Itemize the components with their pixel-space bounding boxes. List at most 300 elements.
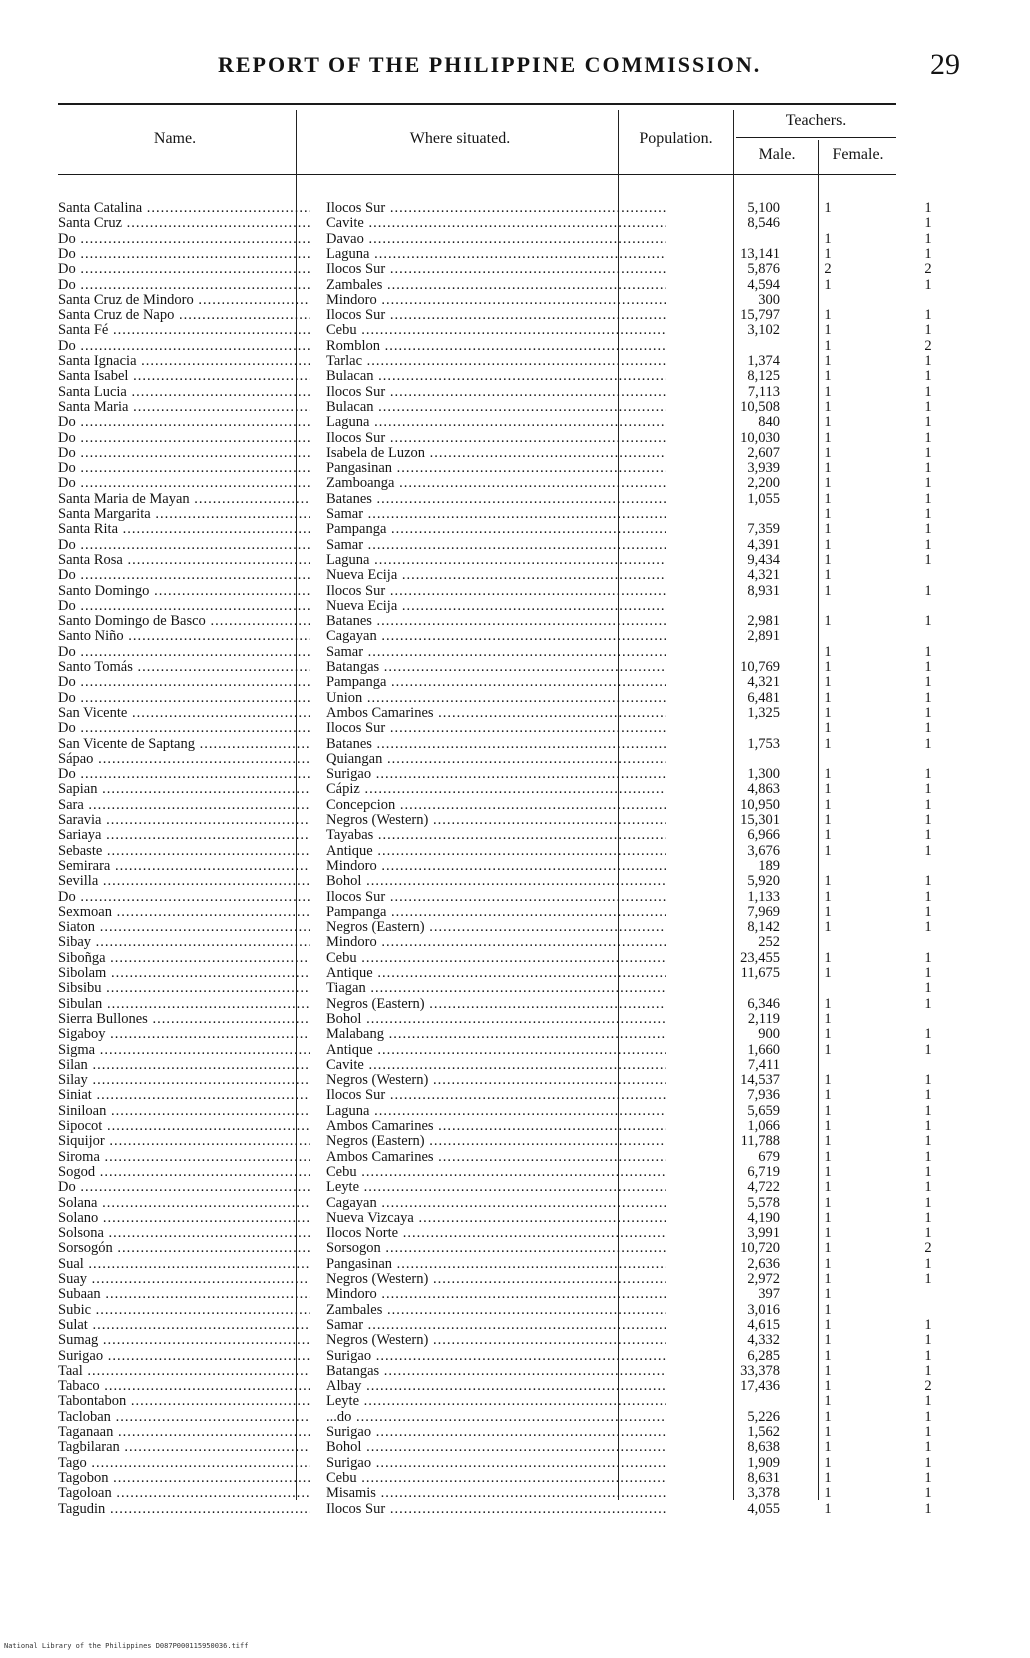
row-where: Cebu ..... [326,950,666,966]
row-female-teachers: 1 [924,704,932,721]
row-name: Do ..... [58,598,310,614]
row-name: Do ..... [58,430,310,446]
row-male-teachers: 1 [824,995,832,1012]
row-female-teachers: 1 [924,842,932,859]
row-male-teachers: 1 [824,1209,832,1226]
table-row [0,598,1030,614]
row-name: Santa Fé ..... [58,322,310,338]
row-name: Do ..... [58,460,310,476]
row-female-teachers: 1 [924,383,932,400]
table-row [0,904,1030,920]
row-male-teachers: 1 [824,1469,832,1486]
row-name: San Vicente ..... [58,705,310,721]
row-population: 2,981 [747,613,780,630]
row-population: 5,100 [747,200,780,216]
row-where: Leyte ..... [326,1393,666,1409]
row-male-teachers: 1 [824,1179,832,1196]
table-row [0,613,1030,629]
row-female-teachers: 1 [924,1332,932,1349]
column-header-name: Name. [153,130,197,147]
row-name: Santa Maria de Mayan ..... [58,491,310,507]
row-name: Sumag ..... [58,1332,310,1348]
table-row [0,980,1030,996]
row-where: Ilocos Sur ..... [326,261,666,277]
row-female-teachers: 1 [924,965,932,981]
table-row [0,1042,1030,1058]
row-female-teachers: 1 [924,368,932,385]
table-top-rule [58,103,896,105]
row-name: Santa Isabel ..... [58,368,310,384]
row-female-teachers: 1 [924,1148,932,1165]
table-row [0,781,1030,797]
table-row [0,307,1030,323]
row-female-teachers: 1 [924,1347,932,1364]
row-male-teachers: 1 [824,429,832,446]
row-male-teachers: 1 [824,1362,832,1379]
row-where: Batanes ..... [326,613,666,629]
row-female-teachers: 1 [924,307,932,324]
row-name: Sibolam ..... [58,965,310,981]
row-population: 15,797 [740,307,780,324]
row-population: 3,378 [747,1485,780,1502]
row-male-teachers: 1 [824,322,832,339]
row-male-teachers: 1 [824,1087,832,1104]
row-male-teachers: 1 [824,1225,832,1242]
row-where: Quiangan ..... [326,751,666,767]
table-row [0,1087,1030,1103]
row-female-teachers: 1 [924,475,932,492]
row-population: 10,769 [740,659,780,675]
row-name: Subaan ..... [58,1286,310,1302]
row-female-teachers: 1 [924,353,932,369]
row-population: 4,863 [747,781,780,798]
table-row [0,996,1030,1012]
row-where: Surigao ..... [326,1455,666,1471]
row-name: Do ..... [58,537,310,553]
row-female-teachers: 1 [924,613,932,630]
row-name: Do ..... [58,690,310,706]
table-row [0,1378,1030,1394]
row-population: 14,537 [740,1072,780,1089]
table-row [0,1149,1030,1165]
row-male-teachers: 1 [824,337,832,354]
row-population: 4,190 [747,1209,780,1226]
row-female-teachers: 1 [924,444,932,461]
table-row [0,674,1030,690]
row-population: 4,321 [747,674,780,691]
row-male-teachers: 1 [824,903,832,920]
table-row [0,797,1030,813]
row-male-teachers: 1 [824,1408,832,1425]
row-female-teachers: 1 [924,1500,932,1517]
row-where: Zamboanga ..... [326,475,666,491]
row-name: Sibsibu ..... [58,980,310,996]
row-where: Nueva Ecija ..... [326,567,666,583]
row-female-teachers: 1 [924,949,932,966]
row-where: Ilocos Sur ..... [326,307,666,323]
row-name: Tabontabon ..... [58,1393,310,1409]
row-where: Negros (Eastern) ..... [326,996,666,1012]
table-row [0,1118,1030,1134]
table-row [0,1332,1030,1348]
row-name: Do ..... [58,231,310,247]
row-name: Sigaboy ..... [58,1026,310,1042]
row-male-teachers: 1 [824,674,832,691]
row-where: Tiagan ..... [326,980,666,996]
table-row [0,705,1030,721]
row-name: Siroma ..... [58,1149,310,1165]
row-where: Romblon ..... [326,338,666,354]
row-female-teachers: 1 [924,674,932,691]
table-row [0,812,1030,828]
row-name: Do ..... [58,277,310,293]
row-name: Do ..... [58,889,310,905]
table-row [0,720,1030,736]
row-female-teachers: 1 [924,796,932,813]
row-male-teachers: 1 [824,536,832,553]
row-female-teachers: 1 [924,460,932,477]
row-male-teachers: 1 [824,1010,832,1027]
row-where: Samar ..... [326,537,666,553]
table-row [0,231,1030,247]
row-where: Surigao ..... [326,766,666,782]
row-population: 7,969 [747,903,780,920]
row-where: Ilocos Sur ..... [326,384,666,400]
row-male-teachers: 1 [824,1439,832,1456]
row-where: Mindoro ..... [326,292,666,308]
row-female-teachers: 1 [924,200,932,216]
table-row [0,1348,1030,1364]
row-population: 2,607 [747,444,780,461]
page-header [0,48,1030,88]
row-where: Antique ..... [326,1042,666,1058]
row-population: 5,876 [747,261,780,278]
row-name: Siaton ..... [58,919,310,935]
row-male-teachers: 1 [824,766,832,783]
row-where: Laguna ..... [326,246,666,262]
row-male-teachers: 1 [824,414,832,431]
row-population: 1,660 [747,1041,780,1058]
row-male-teachers: 1 [824,1255,832,1272]
row-male-teachers: 1 [824,704,832,721]
row-population: 6,346 [747,995,780,1012]
row-where: Ilocos Sur ..... [326,583,666,599]
row-female-teachers: 1 [924,1439,932,1456]
row-population: 7,936 [747,1087,780,1104]
scan-footer: National Library of the Philippines D087P000115950036.tiff [4,1642,249,1650]
row-name: Sipocot ..... [58,1118,310,1134]
row-population: 5,226 [747,1408,780,1425]
row-male-teachers: 1 [824,1424,832,1440]
table-row [0,1011,1030,1027]
row-population: 6,481 [747,689,780,706]
row-male-teachers: 1 [824,230,832,247]
row-male-teachers: 1 [824,276,832,293]
table-row [0,1133,1030,1149]
row-name: Saravia ..... [58,812,310,828]
row-population: 4,722 [747,1179,780,1196]
row-male-teachers: 1 [824,444,832,461]
row-female-teachers: 1 [924,1087,932,1104]
row-population: 300 [758,291,780,308]
table-row [0,1164,1030,1180]
row-female-teachers: 1 [924,903,932,920]
row-where: Pangasinan ..... [326,460,666,476]
row-name: Sierra Bullones ..... [58,1011,310,1027]
row-female-teachers: 2 [924,1378,932,1395]
table-row [0,1256,1030,1272]
row-male-teachers: 1 [824,1500,832,1517]
row-where: Tayabas ..... [326,827,666,843]
row-where: Pangasinan ..... [326,1256,666,1272]
table-row [0,889,1030,905]
page-number: 29 [930,48,960,81]
table-row [0,751,1030,767]
row-female-teachers: 2 [924,337,932,354]
row-female-teachers: 1 [924,506,932,522]
row-population: 5,578 [747,1194,780,1211]
row-name: Do ..... [58,475,310,491]
table-row [0,552,1030,568]
row-name: Santa Cruz de Napo ..... [58,307,310,323]
table-row [0,261,1030,277]
row-population: 5,659 [747,1102,780,1119]
table-row [0,537,1030,553]
row-name: Solana ..... [58,1195,310,1211]
row-where: Ilocos Sur ..... [326,1087,666,1103]
table-row [0,1317,1030,1333]
row-male-teachers: 1 [824,965,832,981]
row-name: Tago ..... [58,1455,310,1471]
row-population: 8,638 [747,1439,780,1456]
row-name: Santa Ignacia ..... [58,353,310,369]
row-where: Cagayan ..... [326,1195,666,1211]
row-population: 4,332 [747,1332,780,1349]
table-row [0,491,1030,507]
row-female-teachers: 1 [924,1454,932,1471]
row-female-teachers: 1 [924,735,932,752]
row-where: Bohol ..... [326,1011,666,1027]
row-name: Taganaan ..... [58,1424,310,1440]
table-row [0,1501,1030,1517]
table-row [0,858,1030,874]
row-where: Cagayan ..... [326,628,666,644]
row-where: Malabang ..... [326,1026,666,1042]
table-row [0,338,1030,354]
row-name: Suay ..... [58,1271,310,1287]
row-name: Santo Tomás ..... [58,659,310,675]
table-row [0,1271,1030,1287]
row-population: 6,719 [747,1163,780,1180]
row-male-teachers: 1 [824,383,832,400]
row-population: 2,972 [747,1271,780,1287]
row-where: Zambales ..... [326,277,666,293]
row-female-teachers: 1 [924,1255,932,1272]
row-male-teachers: 1 [824,689,832,706]
row-female-teachers: 1 [924,551,932,568]
row-female-teachers: 1 [924,812,932,828]
row-male-teachers: 1 [824,1072,832,1089]
row-male-teachers: 1 [824,1133,832,1150]
row-name: Santo Domingo ..... [58,583,310,599]
table-row [0,1072,1030,1088]
row-female-teachers: 1 [924,995,932,1012]
table-row [0,1485,1030,1501]
row-female-teachers: 1 [924,720,932,737]
row-male-teachers: 1 [824,1194,832,1211]
row-where: Batanes ..... [326,491,666,507]
table-row [0,843,1030,859]
table-row [0,1240,1030,1256]
row-population: 9,434 [747,551,780,568]
table-row [0,934,1030,950]
row-where: Cavite ..... [326,215,666,231]
row-male-teachers: 1 [824,1118,832,1134]
row-where: Nueva Vizcaya ..... [326,1210,666,1226]
row-population: 6,966 [747,827,780,844]
row-population: 4,321 [747,567,780,584]
row-where: Bulacan ..... [326,368,666,384]
row-female-teachers: 1 [924,919,932,936]
table-row [0,1179,1030,1195]
table-row [0,322,1030,338]
row-population: 13,141 [740,245,780,262]
row-male-teachers: 1 [824,200,832,216]
row-female-teachers: 1 [924,1362,932,1379]
row-male-teachers: 1 [824,307,832,324]
row-where: Samar ..... [326,644,666,660]
row-where: Pampanga ..... [326,904,666,920]
table-row [0,1225,1030,1241]
row-female-teachers: 1 [924,1393,932,1410]
table-row [0,1210,1030,1226]
column-header-where: Where situated. [409,130,511,147]
table-row [0,246,1030,262]
row-male-teachers: 1 [824,460,832,477]
row-female-teachers: 1 [924,1072,932,1089]
row-name: Siquijor ..... [58,1133,310,1149]
row-where: Antique ..... [326,965,666,981]
row-where: Negros (Western) ..... [326,1271,666,1287]
row-where: Ilocos Sur ..... [326,889,666,905]
column-header-teachers: Teachers. [785,112,847,129]
row-male-teachers: 1 [824,245,832,262]
row-name: Sápao ..... [58,751,310,767]
row-female-teachers: 1 [924,1026,932,1043]
row-where: Pampanga ..... [326,674,666,690]
row-where: Nueva Ecija ..... [326,598,666,614]
row-where: Negros (Eastern) ..... [326,1133,666,1149]
row-female-teachers: 1 [924,1163,932,1180]
row-population: 2,891 [747,628,780,645]
row-male-teachers: 1 [824,1378,832,1395]
row-name: Solano ..... [58,1210,310,1226]
row-female-teachers: 1 [924,1179,932,1196]
row-name: Santo Domingo de Basco ..... [58,613,310,629]
row-population: 3,939 [747,460,780,477]
row-male-teachers: 1 [824,827,832,844]
row-where: Laguna ..... [326,552,666,568]
row-male-teachers: 1 [824,398,832,415]
table-row [0,215,1030,231]
table-row [0,475,1030,491]
row-where: Pampanga ..... [326,521,666,537]
table-row [0,644,1030,660]
row-name: Silan ..... [58,1057,310,1073]
row-name: Solsona ..... [58,1225,310,1241]
table-row [0,873,1030,889]
table-row [0,766,1030,782]
column-header-population: Population. [639,130,713,147]
table-row [0,583,1030,599]
row-female-teachers: 1 [924,245,932,262]
row-female-teachers: 1 [924,1118,932,1134]
row-female-teachers: 1 [924,490,932,507]
row-male-teachers: 1 [824,1163,832,1180]
teachers-subrule [736,137,896,138]
table-row [0,1363,1030,1379]
row-name: Do ..... [58,644,310,660]
row-population: 8,546 [747,215,780,232]
row-female-teachers: 1 [924,398,932,415]
row-population: 7,113 [747,383,780,400]
row-name: Sibay ..... [58,934,310,950]
row-population: 4,391 [747,536,780,553]
row-female-teachers: 1 [924,980,932,997]
row-population: 2,200 [747,475,780,492]
row-where: Negros (Western) ..... [326,812,666,828]
row-where: Ilocos Sur ..... [326,430,666,446]
row-where: Cápiz ..... [326,781,666,797]
table-row [0,827,1030,843]
row-name: Sorsogón ..... [58,1240,310,1256]
table-row [0,445,1030,461]
row-where: Cebu ..... [326,322,666,338]
row-female-teachers: 1 [924,1316,932,1333]
row-female-teachers: 1 [924,215,932,232]
row-where: Ambos Camarines ..... [326,705,666,721]
row-female-teachers: 1 [924,1194,932,1211]
row-name: Surigao ..... [58,1348,310,1364]
row-population: 8,142 [747,919,780,936]
row-where: Leyte ..... [326,1179,666,1195]
table-row [0,1286,1030,1302]
table-row [0,384,1030,400]
row-female-teachers: 1 [924,873,932,890]
row-population: 7,359 [747,521,780,538]
row-name: Do ..... [58,1179,310,1195]
row-name: Siboñga ..... [58,950,310,966]
row-where: Ilocos Sur ..... [326,200,666,216]
row-where: Cebu ..... [326,1470,666,1486]
row-name: Do ..... [58,445,310,461]
row-female-teachers: 1 [924,322,932,339]
table-row [0,277,1030,293]
row-population: 900 [758,1026,780,1043]
table-row [0,292,1030,308]
row-male-teachers: 1 [824,1332,832,1349]
row-population: 15,301 [740,812,780,828]
row-male-teachers: 1 [824,551,832,568]
row-population: 1,325 [747,704,780,721]
row-population: 397 [758,1286,780,1303]
row-name: Tagudin ..... [58,1501,310,1517]
row-name: Taal ..... [58,1363,310,1379]
row-where: Ilocos Sur ..... [326,1501,666,1517]
table-row [0,1026,1030,1042]
row-population: 1,753 [747,735,780,752]
table-row [0,628,1030,644]
